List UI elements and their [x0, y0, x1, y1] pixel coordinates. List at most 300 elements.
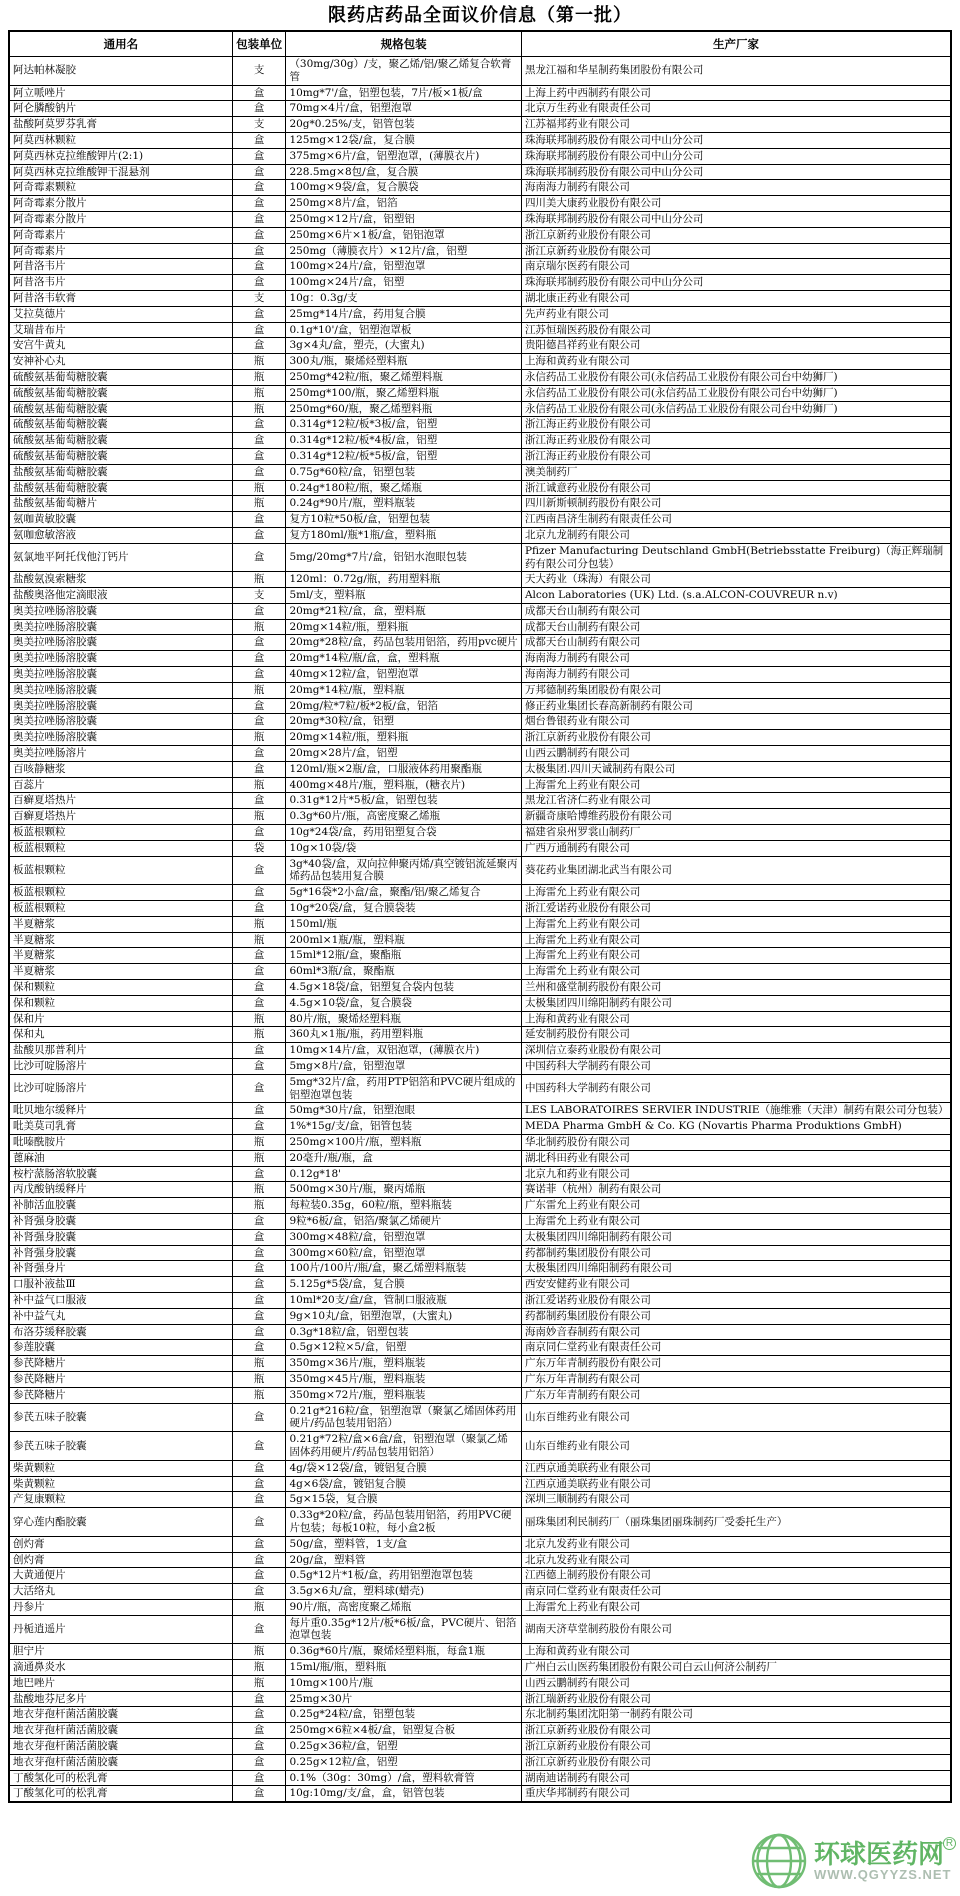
table-cell: 滴通鼻炎水	[9, 1660, 232, 1676]
table-row	[9, 1213, 951, 1229]
table-cell: 3g×4丸/盒，塑壳，(大蜜丸)	[286, 338, 522, 354]
table-cell: 盒	[232, 1213, 286, 1229]
table-cell: 上海雷允上药业有限公司	[521, 777, 951, 793]
table-cell: 太极集团四川绵阳制药有限公司	[521, 1261, 951, 1277]
table-cell: 盒	[232, 1074, 286, 1103]
table-cell: 山西云鹏制药有限公司	[521, 746, 951, 762]
table-row	[9, 1432, 951, 1461]
table-cell: 盒	[232, 1615, 286, 1644]
table-cell: 湖北康正药业有限公司	[521, 290, 951, 306]
table-cell: 阿奇霉素颗粒	[9, 180, 232, 196]
table-cell: 250mg×6粒×4板/盒，铝塑复合板	[286, 1723, 522, 1739]
table-cell: 3.5g×6丸/盒，塑料球(蜡壳)	[286, 1584, 522, 1600]
table-cell: 硫酸氨基葡萄糖胶囊	[9, 448, 232, 464]
table-cell: 中国药科大学制药有限公司	[521, 1059, 951, 1075]
table-cell: 盒	[232, 1707, 286, 1723]
table-cell: 250mg*60/瓶，聚乙烯塑料瓶	[286, 401, 522, 417]
table-cell: 湖南天济草堂制药股份有限公司	[521, 1615, 951, 1644]
table-cell: 上海和黄药业有限公司	[521, 1011, 951, 1027]
table-cell: 珠海联邦制药股份有限公司中山分公司	[521, 211, 951, 227]
table-cell: 丹参片	[9, 1599, 232, 1615]
table-cell: 200ml×1瓶/瓶，塑料瓶	[286, 932, 522, 948]
table-cell: 瓶	[232, 1371, 286, 1387]
table-cell: 0.31g*12片*5板/盒，铝塑包装	[286, 793, 522, 809]
table-row	[9, 117, 951, 133]
table-cell: 阿昔洛韦片	[9, 259, 232, 275]
table-cell: 盒	[232, 714, 286, 730]
table-cell: 250mg×6片×1板/盒，铝铝泡罩	[286, 227, 522, 243]
table-cell: 重庆华邦制药有限公司	[521, 1786, 951, 1802]
table-cell: 100mg×9袋/盒，复合膜袋	[286, 180, 522, 196]
table-row	[9, 243, 951, 259]
table-cell: 大活络丸	[9, 1584, 232, 1600]
table-cell: 贵阳德昌祥药业有限公司	[521, 338, 951, 354]
table-cell: 15ml/瓶/瓶，塑料瓶	[286, 1660, 522, 1676]
table-cell: 奥美拉唑肠溶胶囊	[9, 714, 232, 730]
table-cell: 安神补心丸	[9, 354, 232, 370]
table-cell: 布洛芬缓释胶囊	[9, 1324, 232, 1340]
table-row	[9, 682, 951, 698]
table-cell: Alcon Laboratories (UK) Ltd. (s.a.ALCON-COUVREUR n.v)	[521, 588, 951, 604]
table-cell: 硫酸氨基葡萄糖胶囊	[9, 417, 232, 433]
table-cell: 比沙可啶肠溶片	[9, 1059, 232, 1075]
table-cell: 黑龙江省济仁药业有限公司	[521, 793, 951, 809]
table-cell: 上海雷允上药业有限公司	[521, 964, 951, 980]
table-cell: 海南妙音春制药有限公司	[521, 1324, 951, 1340]
table-cell: 百咳静糖浆	[9, 761, 232, 777]
table-cell: 浙江海正药业股份有限公司	[521, 417, 951, 433]
table-row	[9, 809, 951, 825]
table-cell: 瓶	[232, 1356, 286, 1372]
col-header-manufacturer: 生产厂家	[521, 31, 951, 57]
table-cell: 90片/瓶，高密度聚乙烯瓶	[286, 1599, 522, 1615]
table-cell: 湖北科田药业有限公司	[521, 1150, 951, 1166]
table-cell: 产复康颗粒	[9, 1492, 232, 1508]
table-cell: 四川新斯顿制药股份有限公司	[521, 496, 951, 512]
table-row	[9, 1043, 951, 1059]
table-cell: 板蓝根颗粒	[9, 901, 232, 917]
table-cell: 盒	[232, 1568, 286, 1584]
table-cell: 盒	[232, 527, 286, 543]
registered-mark-icon: R	[943, 1837, 956, 1850]
table-cell: 盒	[232, 1770, 286, 1786]
table-cell: 盒	[232, 1308, 286, 1324]
table-row	[9, 1615, 951, 1644]
table-cell: 瓶	[232, 1027, 286, 1043]
table-cell: 瓶	[232, 730, 286, 746]
table-cell: 5.125g*5袋/盒，复合膜	[286, 1277, 522, 1293]
table-cell: 阿奇霉素片	[9, 243, 232, 259]
table-cell: 盒	[232, 259, 286, 275]
table-cell: 药都制药集团股份有限公司	[521, 1308, 951, 1324]
table-row	[9, 1150, 951, 1166]
table-row	[9, 1403, 951, 1432]
table-cell: 10g:10mg/支/盒，盒，铝管包装	[286, 1786, 522, 1802]
table-cell: 0.3g*18粒/盒，铝塑包装	[286, 1324, 522, 1340]
table-cell: 保和颗粒	[9, 995, 232, 1011]
table-cell: 永信药品工业股份有限公司(永信药品工业股份有限公司台中幼狮厂)	[521, 385, 951, 401]
table-cell: 山西云鹏制药有限公司	[521, 1675, 951, 1691]
table-cell: 支	[232, 290, 286, 306]
table-row	[9, 1074, 951, 1103]
table-cell: 盒	[232, 1476, 286, 1492]
table-row	[9, 1182, 951, 1198]
table-cell: 50g/盒，塑料管，1支/盒	[286, 1536, 522, 1552]
table-cell: 盒	[232, 322, 286, 338]
table-cell: MEDA Pharma GmbH & Co. KG (Novartis Pharma Produktions GmbH)	[521, 1119, 951, 1135]
table-cell: 360丸×1瓶/瓶，药用塑料瓶	[286, 1027, 522, 1043]
table-cell: 350mg×72片/瓶，塑料瓶装	[286, 1387, 522, 1403]
table-cell: 半夏糖浆	[9, 916, 232, 932]
table-cell: 奥美拉唑肠溶胶囊	[9, 651, 232, 667]
table-row	[9, 980, 951, 996]
table-row	[9, 433, 951, 449]
table-cell: 氨咖愈敏溶液	[9, 527, 232, 543]
table-cell: 228.5mg×8包/盒，复合膜	[286, 164, 522, 180]
table-cell: 南京瑞尔医药有限公司	[521, 259, 951, 275]
table-cell: 瓶	[232, 1150, 286, 1166]
table-row	[9, 1476, 951, 1492]
table-cell: 太极集团.四川天诚制药有限公司	[521, 761, 951, 777]
table-cell: 胆宁片	[9, 1644, 232, 1660]
table-cell: 120ml/瓶×2瓶/盒，口服液体药用聚酯瓶	[286, 761, 522, 777]
table-cell: 艾拉莫德片	[9, 306, 232, 322]
table-cell: 参芪降糖片	[9, 1387, 232, 1403]
table-row	[9, 635, 951, 651]
table-cell: 丁酸氢化可的松乳膏	[9, 1786, 232, 1802]
table-row	[9, 448, 951, 464]
table-cell: 10g×10袋/袋	[286, 840, 522, 856]
table-row	[9, 148, 951, 164]
table-cell: 5mg×8片/盒，铝塑泡罩	[286, 1059, 522, 1075]
table-cell: 盒	[232, 211, 286, 227]
table-cell: 板蓝根颗粒	[9, 885, 232, 901]
table-cell: 延安制药股份有限公司	[521, 1027, 951, 1043]
table-row	[9, 512, 951, 528]
table-cell: Pfizer Manufacturing Deutschland GmbH(Betriebsstatte Freiburg)（海正辉瑞制药有限公司分包装）	[521, 543, 951, 572]
table-row	[9, 1059, 951, 1075]
table-cell: 250mg（薄膜衣片）×12片/盒，铝塑	[286, 243, 522, 259]
table-row	[9, 496, 951, 512]
table-cell: 山东百维药业有限公司	[521, 1403, 951, 1432]
table-cell: 盒	[232, 761, 286, 777]
table-cell: 盒	[232, 948, 286, 964]
table-cell: 上海上药中西制药有限公司	[521, 85, 951, 101]
table-cell: 盒	[232, 1584, 286, 1600]
table-cell: 大黄通便片	[9, 1568, 232, 1584]
table-cell: LES LABORATOIRES SERVIER INDUSTRIE（施维雅（天津）制药有限公司分包装）	[521, 1103, 951, 1119]
table-cell: 0.36g*60片/瓶，聚烯烃塑料瓶，每盒1瓶	[286, 1644, 522, 1660]
table-cell: 半夏糖浆	[9, 964, 232, 980]
table-row	[9, 1166, 951, 1182]
table-cell: 125mg×12袋/盒，复合膜	[286, 132, 522, 148]
table-cell: 盒	[232, 1324, 286, 1340]
table-cell: 支	[232, 117, 286, 133]
table-cell: 250mg×100片/瓶，塑料瓶	[286, 1134, 522, 1150]
table-row	[9, 1723, 951, 1739]
table-cell: 0.24g*180粒/瓶，聚乙烯瓶	[286, 480, 522, 496]
table-cell: 20毫升/瓶/瓶，盒	[286, 1150, 522, 1166]
table-cell: 上海和黄药业有限公司	[521, 1644, 951, 1660]
watermark-text	[813, 1837, 956, 1882]
table-row	[9, 698, 951, 714]
table-cell: 浙江京新药业股份有限公司	[521, 1754, 951, 1770]
table-cell: 福建省泉州罗裳山制药厂	[521, 825, 951, 841]
table-row	[9, 290, 951, 306]
table-row	[9, 527, 951, 543]
table-cell: 盒	[232, 543, 286, 572]
table-cell: 瓶	[232, 932, 286, 948]
table-row	[9, 306, 951, 322]
table-cell: 半夏糖浆	[9, 948, 232, 964]
table-cell: 穿心莲内酯胶囊	[9, 1508, 232, 1537]
table-cell: 瓶	[232, 496, 286, 512]
table-cell: 盒	[232, 132, 286, 148]
table-cell: 广州白云山医药集团股份有限公司白云山何济公制药厂	[521, 1660, 951, 1676]
table-cell: 25mg*14片/盒，药用复合膜	[286, 306, 522, 322]
table-cell: 丙戊酸钠缓释片	[9, 1182, 232, 1198]
table-row	[9, 1660, 951, 1676]
table-cell: 比沙可啶肠溶片	[9, 1074, 232, 1103]
table-cell: 20mg*14粒/瓶，塑料瓶	[286, 682, 522, 698]
table-cell: 瓶	[232, 1644, 286, 1660]
table-cell: 10g：0.3g/支	[286, 290, 522, 306]
table-cell: 盐酸阿莫罗芬乳膏	[9, 117, 232, 133]
table-cell: 江西德上制药股份有限公司	[521, 1568, 951, 1584]
table-cell: 地衣芽孢杆菌活菌胶囊	[9, 1707, 232, 1723]
table-cell: 南京同仁堂药业有限责任公司	[521, 1340, 951, 1356]
table-cell: 瓶	[232, 809, 286, 825]
table-cell: 深圳三顺制药有限公司	[521, 1492, 951, 1508]
table-cell: 300mg×60粒/盒，铝塑泡罩	[286, 1245, 522, 1261]
table-cell: 20g/盒，塑料管	[286, 1552, 522, 1568]
table-cell: 补肾强身片	[9, 1261, 232, 1277]
table-cell: 盒	[232, 164, 286, 180]
table-cell: 盒	[232, 698, 286, 714]
table-cell: 盒	[232, 901, 286, 917]
table-cell: 吡贝地尔缓释片	[9, 1103, 232, 1119]
table-row	[9, 793, 951, 809]
table-cell: 盐酸地芬尼多片	[9, 1691, 232, 1707]
table-cell: 20mg*30粒/盒，铝塑	[286, 714, 522, 730]
table-cell: 20mg/粒*7粒/板*2板/盒，铝箔	[286, 698, 522, 714]
table-cell: 奥美拉唑肠溶胶囊	[9, 698, 232, 714]
table-row	[9, 840, 951, 856]
table-cell: 药都制药集团股份有限公司	[521, 1245, 951, 1261]
table-row	[9, 57, 951, 86]
table-cell: 1%*15g/支/盒，铝管包装	[286, 1119, 522, 1135]
table-cell: 广西万通制药有限公司	[521, 840, 951, 856]
table-cell: 上海雷允上药业有限公司	[521, 885, 951, 901]
table-cell: 盒	[232, 667, 286, 683]
table-cell: 0.75g*60粒/盒，铝塑包装	[286, 464, 522, 480]
table-row	[9, 211, 951, 227]
table-cell: 上海雷允上药业有限公司	[521, 1213, 951, 1229]
table-cell: 25mg×30片	[286, 1691, 522, 1707]
table-cell: 瓶	[232, 1675, 286, 1691]
table-cell: 盒	[232, 338, 286, 354]
table-cell: 盒	[232, 746, 286, 762]
table-cell: 参芪降糖片	[9, 1371, 232, 1387]
table-row	[9, 1324, 951, 1340]
table-cell: 浙江京新药业股份有限公司	[521, 243, 951, 259]
table-cell: 广东万年青制药有限公司	[521, 1387, 951, 1403]
table-cell: 珠海联邦制药股份有限公司中山分公司	[521, 148, 951, 164]
table-row	[9, 543, 951, 572]
table-cell: 珠海联邦制药股份有限公司中山分公司	[521, 275, 951, 291]
table-cell: 阿奇霉素分散片	[9, 196, 232, 212]
table-cell: 瓶	[232, 1599, 286, 1615]
table-row	[9, 227, 951, 243]
table-cell: 瓶	[232, 1134, 286, 1150]
table-cell: 太极集团四川绵阳制药有限公司	[521, 995, 951, 1011]
table-cell: 10mg×100片/瓶	[286, 1675, 522, 1691]
table-cell: 奥美拉唑肠溶胶囊	[9, 603, 232, 619]
table-cell: 上海雷允上药业有限公司	[521, 932, 951, 948]
table-cell: 瓶	[232, 480, 286, 496]
table-cell: 永信药品工业股份有限公司(永信药品工业股份有限公司台中幼狮厂)	[521, 369, 951, 385]
table-cell: 5mg/20mg*7片/盒，铝铝水泡眼包装	[286, 543, 522, 572]
table-row	[9, 1340, 951, 1356]
table-cell: 奥美拉唑肠溶胶囊	[9, 730, 232, 746]
table-cell: 参芪降糖片	[9, 1356, 232, 1372]
table-cell: 70mg×4片/盒，铝塑泡罩	[286, 101, 522, 117]
col-header-generic-name: 通用名	[9, 31, 232, 57]
table-cell: 奥美拉唑肠溶胶囊	[9, 635, 232, 651]
table-cell: 澳美制药厂	[521, 464, 951, 480]
table-cell: 0.314g*12粒/板*4板/盒，铝塑	[286, 433, 522, 449]
table-row	[9, 1691, 951, 1707]
table-row	[9, 1292, 951, 1308]
table-cell: 盒	[232, 995, 286, 1011]
table-cell: 500mg×30片/瓶，聚丙烯瓶	[286, 1182, 522, 1198]
table-cell: 250mg*42粒/瓶，聚乙烯塑料瓶	[286, 369, 522, 385]
table-cell: 盒	[232, 1166, 286, 1182]
table-cell: 300mg×48粒/盒，铝塑泡罩	[286, 1229, 522, 1245]
table-cell: 盒	[232, 1103, 286, 1119]
table-cell: 4.5g×18袋/盒，铝塑复合袋内包装	[286, 980, 522, 996]
table-cell: 成都天台山制药有限公司	[521, 619, 951, 635]
table-cell: 柴黄颗粒	[9, 1460, 232, 1476]
table-cell: 瓶	[232, 1660, 286, 1676]
table-cell: 0.314g*12粒/板*5板/盒，铝塑	[286, 448, 522, 464]
table-cell: 20mg*21粒/盒，盒，塑料瓶	[286, 603, 522, 619]
table-row	[9, 730, 951, 746]
table-cell: 太极集团四川绵阳制药有限公司	[521, 1229, 951, 1245]
table-cell: 250mg*100/瓶，聚乙烯塑料瓶	[286, 385, 522, 401]
table-row	[9, 132, 951, 148]
table-row	[9, 196, 951, 212]
table-cell: 盒	[232, 180, 286, 196]
table-cell: 盒	[232, 448, 286, 464]
table-cell: 每粒装0.35g，60粒/瓶，塑料瓶装	[286, 1198, 522, 1214]
table-cell: 湖南迪诺制药有限公司	[521, 1770, 951, 1786]
table-cell: 中国药科大学制药有限公司	[521, 1074, 951, 1103]
table-row	[9, 85, 951, 101]
table-cell: 0.33g*20粒/盒，药品包装用铝箔，药用PVC硬片包装；每板10粒，每小盒2板	[286, 1508, 522, 1537]
table-cell: 广东雷允上药业有限公司	[521, 1198, 951, 1214]
table-cell: 20mg*14粒/瓶/盒，盒，塑料瓶	[286, 651, 522, 667]
table-row	[9, 1103, 951, 1119]
table-cell: 60ml*3瓶/盒，聚酯瓶	[286, 964, 522, 980]
table-cell: 珠海联邦制药股份有限公司中山分公司	[521, 132, 951, 148]
table-cell: 盒	[232, 1432, 286, 1461]
table-row	[9, 101, 951, 117]
table-cell: 盒	[232, 964, 286, 980]
table-cell: 盒	[232, 1723, 286, 1739]
table-cell: 盒	[232, 1340, 286, 1356]
table-cell: 北京九发药业有限公司	[521, 1552, 951, 1568]
table-cell: 盒	[232, 433, 286, 449]
table-row	[9, 948, 951, 964]
table-row	[9, 1277, 951, 1293]
table-cell: 氨氯地平阿托伐他汀钙片	[9, 543, 232, 572]
table-row	[9, 1568, 951, 1584]
table-cell: 创灼膏	[9, 1536, 232, 1552]
table-cell: 盐酸氨溴索糖浆	[9, 572, 232, 588]
table-cell: 盒	[232, 512, 286, 528]
table-cell: 盒	[232, 825, 286, 841]
table-cell: 350mg×45片/瓶，塑料瓶装	[286, 1371, 522, 1387]
table-row	[9, 464, 951, 480]
table-cell: 烟台鲁银药业有限公司	[521, 714, 951, 730]
table-cell: 0.5g*12片*1板/盒，药用铝塑泡罩包装	[286, 1568, 522, 1584]
table-cell: 4g/袋×12袋/盒，镀铝复合膜	[286, 1460, 522, 1476]
table-row	[9, 1786, 951, 1802]
table-cell: 补中益气口服液	[9, 1292, 232, 1308]
table-cell: 半夏糖浆	[9, 932, 232, 948]
table-cell: 阿达帕林凝胶	[9, 57, 232, 86]
table-row	[9, 1508, 951, 1537]
table-cell: 广东万年青制药股份有限公司	[521, 1356, 951, 1372]
table-cell: 瓶	[232, 354, 286, 370]
table-cell: 瓶	[232, 385, 286, 401]
table-cell: 400mg×48片/瓶，塑料瓶，(糖衣片)	[286, 777, 522, 793]
table-cell: 修正药业集团长春高新制药有限公司	[521, 698, 951, 714]
table-cell: 盐酸奥洛他定滴眼液	[9, 588, 232, 604]
table-cell: 浙江海正药业股份有限公司	[521, 448, 951, 464]
table-cell: 地衣芽孢杆菌活菌胶囊	[9, 1754, 232, 1770]
table-cell: 氨咖黄敏胶囊	[9, 512, 232, 528]
watermark	[750, 1832, 956, 1890]
table-cell: 口服补液盐Ⅲ	[9, 1277, 232, 1293]
table-cell: 补肾强身胶囊	[9, 1213, 232, 1229]
table-cell: 阿奇霉素分散片	[9, 211, 232, 227]
table-cell: 20mg×14粒/瓶，塑料瓶	[286, 619, 522, 635]
table-cell: 华北制药股份有限公司	[521, 1134, 951, 1150]
table-cell: 海南海力制药有限公司	[521, 667, 951, 683]
table-cell: 补肺活血胶囊	[9, 1198, 232, 1214]
table-cell: 100片/100片/瓶/盒，聚乙烯塑料瓶装	[286, 1261, 522, 1277]
table-cell: 葵花药业集团湖北武当有限公司	[521, 856, 951, 885]
table-row	[9, 916, 951, 932]
table-row	[9, 588, 951, 604]
table-cell: 盒	[232, 603, 286, 619]
table-cell: 盒	[232, 1277, 286, 1293]
table-cell: 地巴唑片	[9, 1675, 232, 1691]
table-cell: 盒	[232, 1403, 286, 1432]
table-cell: 阿立哌唑片	[9, 85, 232, 101]
table-cell: 永信药品工业股份有限公司(永信药品工业股份有限公司台中幼狮厂)	[521, 401, 951, 417]
table-cell: 南京同仁堂药业有限责任公司	[521, 1584, 951, 1600]
table-cell: 盒	[232, 227, 286, 243]
table-row	[9, 885, 951, 901]
table-cell: 瓶	[232, 1198, 286, 1214]
table-row	[9, 995, 951, 1011]
table-row	[9, 1460, 951, 1476]
table-cell: 375mg×6片/盒，铝塑泡罩，(薄膜衣片)	[286, 148, 522, 164]
table-cell: 阿莫西林克拉维酸钾片(2:1)	[9, 148, 232, 164]
